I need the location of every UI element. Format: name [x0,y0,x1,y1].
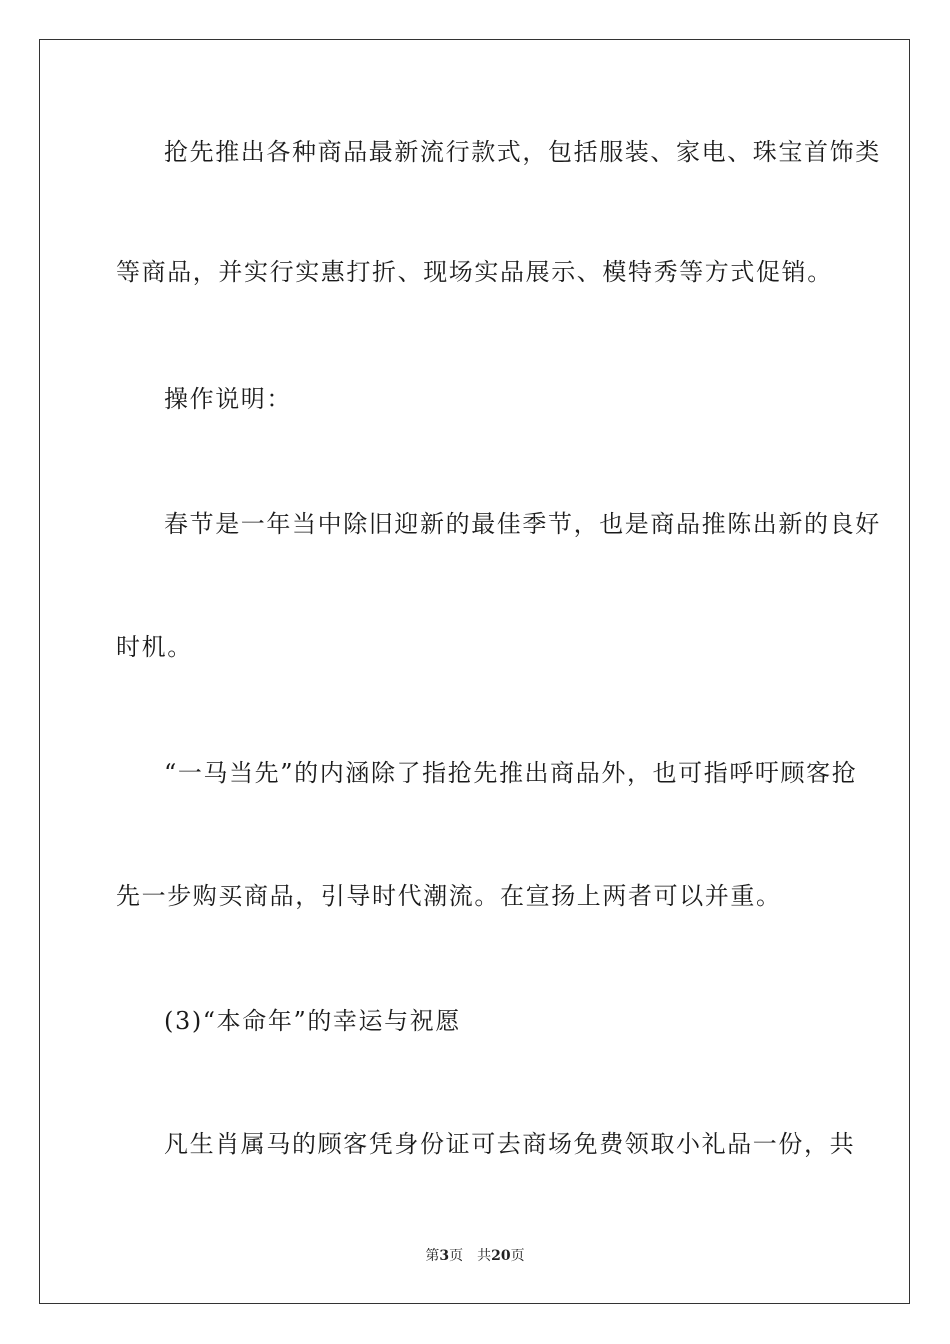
page-footer [0,1246,950,1266]
paragraph-1-line-1: 抢先推出各种商品最新流行款式，包括服装、家电、珠宝首饰类 [164,138,881,166]
paragraph-5-line-1: (3)“本命年”的幸运与祝愿 [164,1007,461,1035]
paragraph-6-line-1: 凡生肖属马的顾客凭身份证可去商场免费领取小礼品一份，共 [164,1130,856,1158]
footer-page-prefix: 第 [425,1248,440,1264]
paragraph-3-line-2: 时机。 [116,633,193,661]
footer-total-suffix: 页 [510,1248,525,1264]
footer-page-suffix: 页 [449,1248,464,1264]
footer-page-number: 3 [439,1248,450,1264]
paragraph-2-line-1: 操作说明： [164,385,292,413]
footer-total-prefix: 共 [477,1248,492,1264]
paragraph-4-line-2: 先一步购买商品，引导时代潮流。在宣扬上两者可以并重。 [116,882,782,910]
paragraph-1-line-2: 等商品，并实行实惠打折、现场实品展示、模特秀等方式促销。 [116,258,833,286]
paragraph-4-line-1: “一马当先”的内涵除了指抢先推出商品外，也可指呼吁顾客抢 [164,759,858,787]
footer-total-pages: 20 [491,1248,511,1264]
page-frame [39,39,910,1304]
paragraph-3-line-1: 春节是一年当中除旧迎新的最佳季节，也是商品推陈出新的良好 [164,510,881,538]
